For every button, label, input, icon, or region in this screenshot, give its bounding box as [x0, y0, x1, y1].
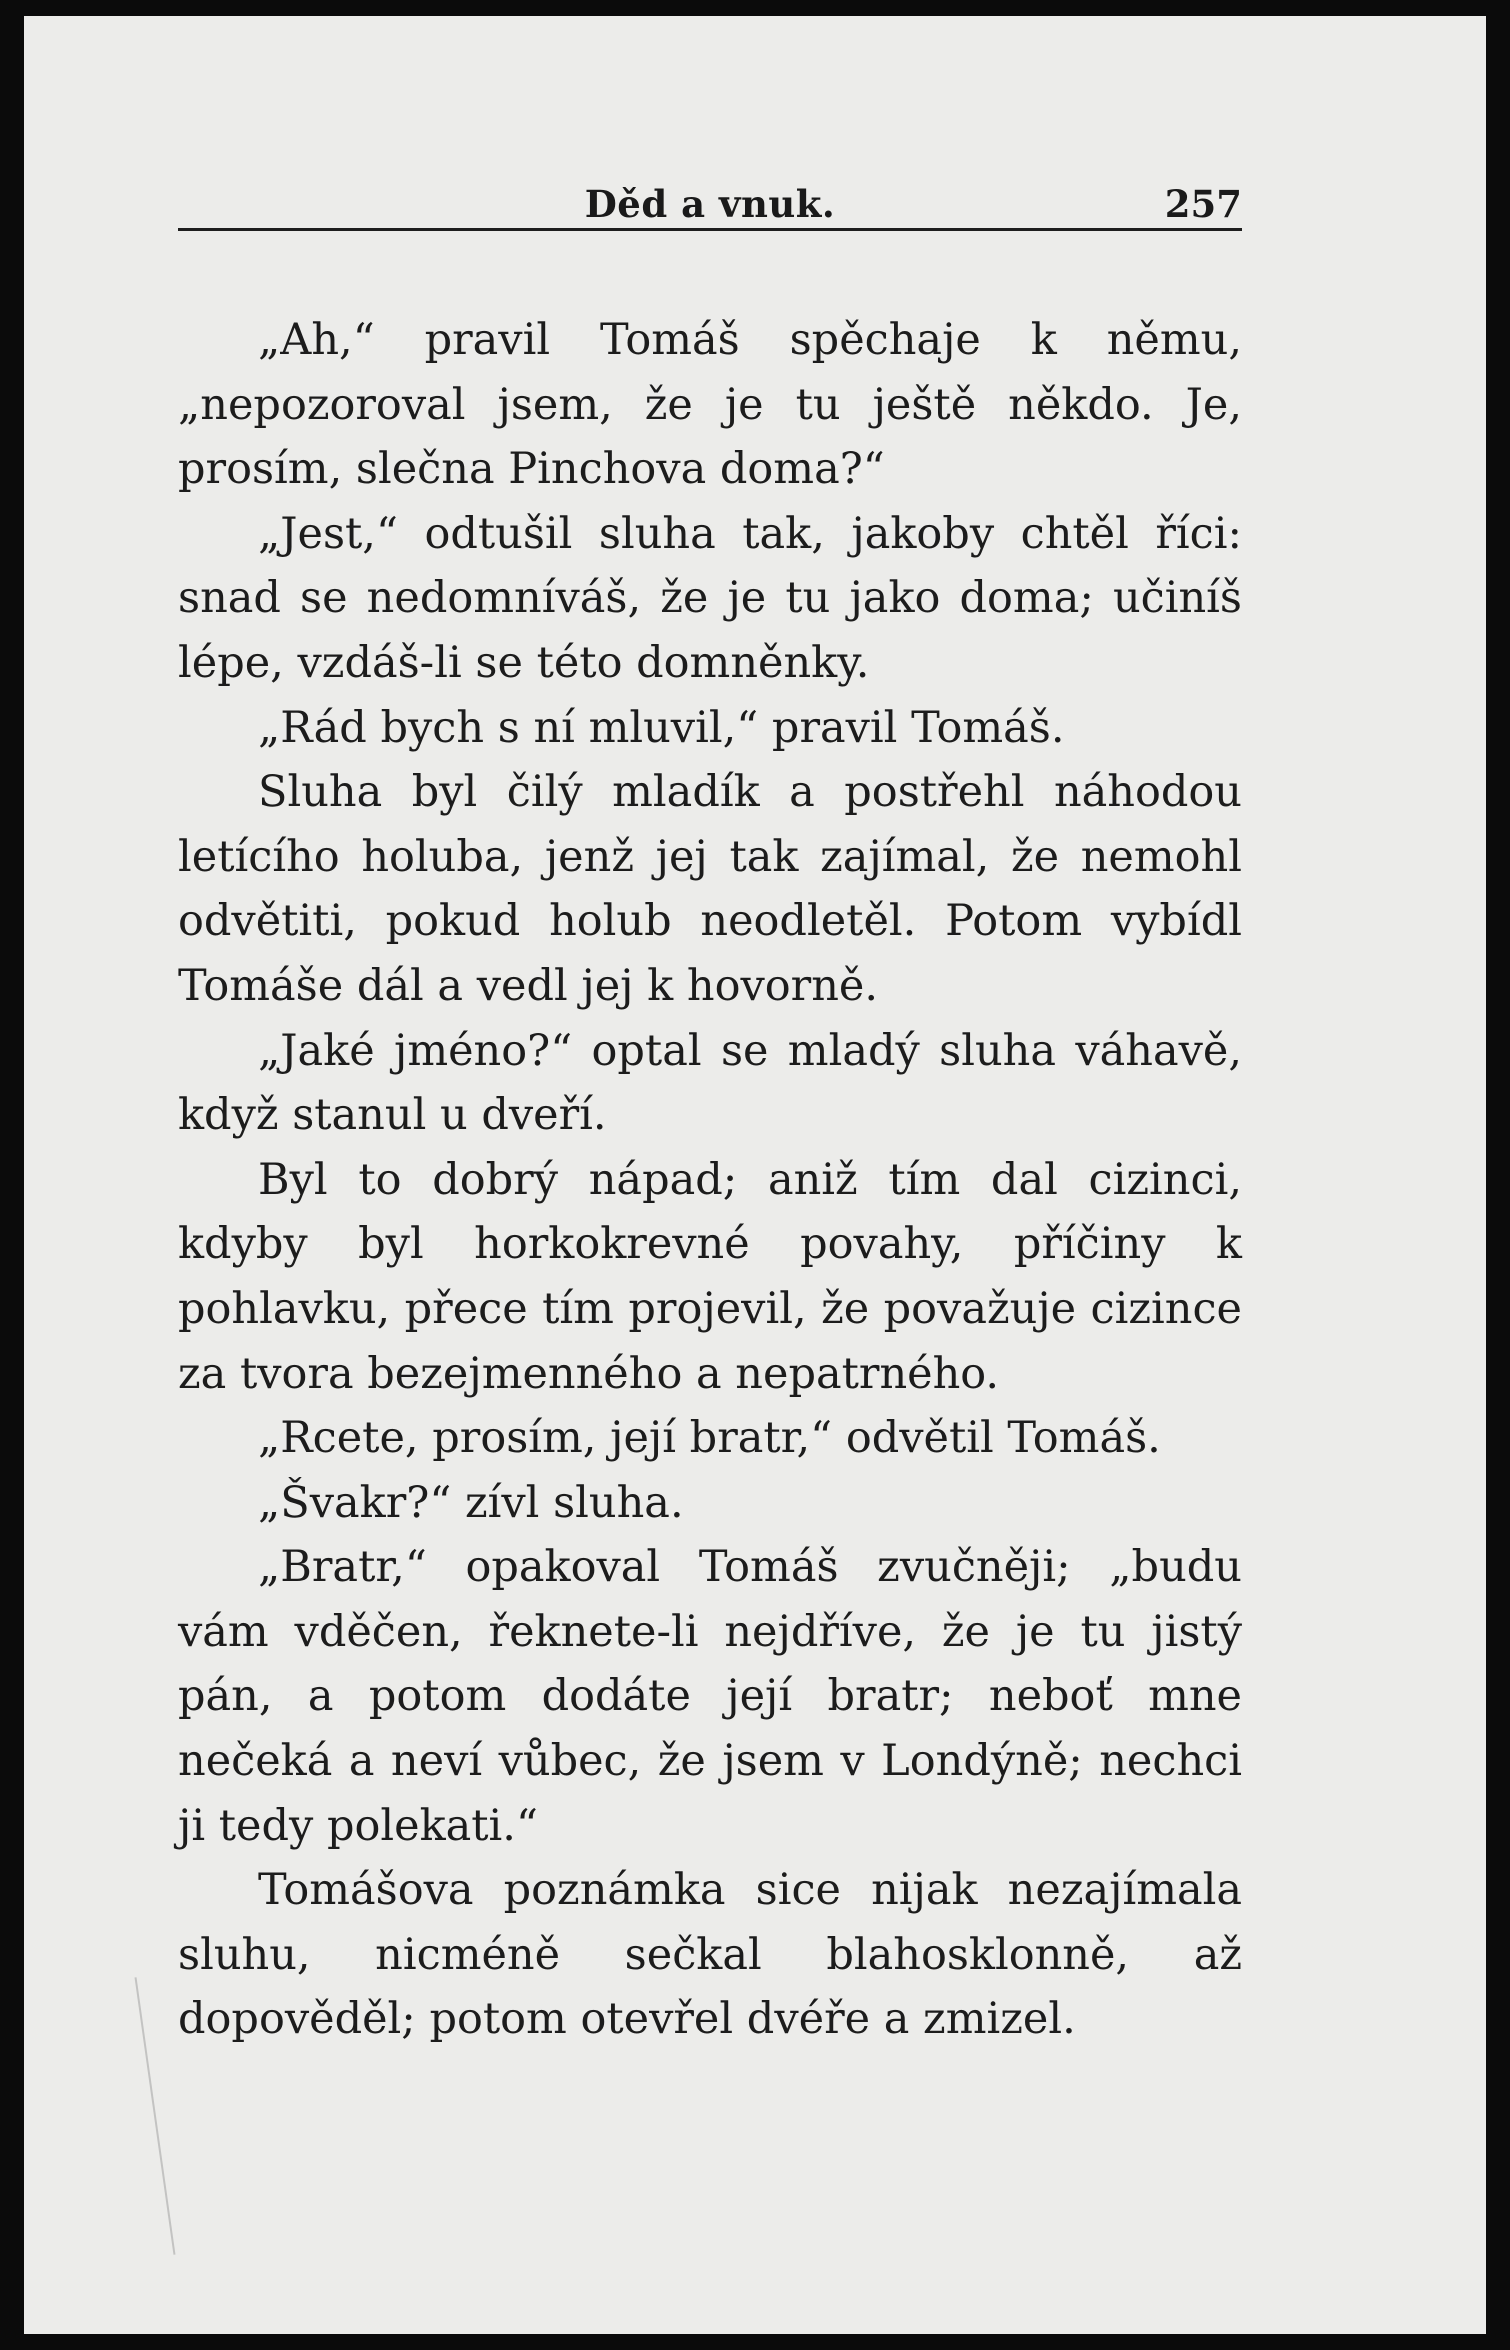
scan-margin	[0, 0, 24, 2350]
paragraph: „Švakr?“ zívl sluha.	[258, 1477, 684, 1528]
paragraph: „Rcete, prosím, její bratr,“ odvětil Tomáš.	[258, 1413, 1161, 1464]
paragraph: Sluha byl čilý mladík a postřehl náhodou letícího holuba, jenž jej tak zajímal, že nemohl odvětiti, pokud holub neodletěl. Potom vybídl Tomáše dál a vedl jej k hovorně.	[178, 767, 1242, 1011]
paragraph: „Jest,“ odtušil sluha tak, jakoby chtěl říci: snad se nedomníváš, že je tu jako doma; učiníš lépe, vzdáš-li se této domněnky.	[178, 508, 1242, 688]
paragraph: „Rád bych s ní mluvil,“ pravil Tomáš.	[258, 702, 1065, 753]
paragraph: „Bratr,“ opakoval Tomáš zvučněji; „budu vám vděčen, řeknete-li nejdříve, že je tu jistý pán, a potom dodáte její bratr; neboť mne nečeká a neví vůbec, že jsem v Londýně; nechci ji tedy polekati.“	[178, 1542, 1242, 1851]
running-header	[178, 168, 1242, 231]
body-text	[178, 308, 1242, 2052]
running-title: Děd a vnuk.	[584, 182, 836, 226]
page-number: 257	[1164, 182, 1242, 226]
paragraph: „Ah,“ pravil Tomáš spěchaje k němu, „nepozoroval jsem, že je tu ještě někdo. Je, prosím, slečna Pinchova doma?“	[178, 315, 1242, 495]
paragraph: Byl to dobrý nápad; aniž tím dal cizinci, kdyby byl horkokrevné povahy, příčiny k pohlavku, přece tím projevil, že považuje cizince za tvora bezejmenného a nepatrného.	[178, 1154, 1242, 1399]
paper-crease	[135, 1977, 176, 2255]
paragraph: Tomášova poznámka sice nijak nezajímala sluhu, nicméně sečkal blahosklonně, až dopověděl; potom otevřel dvéře a zmizel.	[178, 1865, 1242, 2045]
paragraph: „Jaké jméno?“ optal se mladý sluha váhavě, když stanul u dveří.	[178, 1025, 1242, 1141]
